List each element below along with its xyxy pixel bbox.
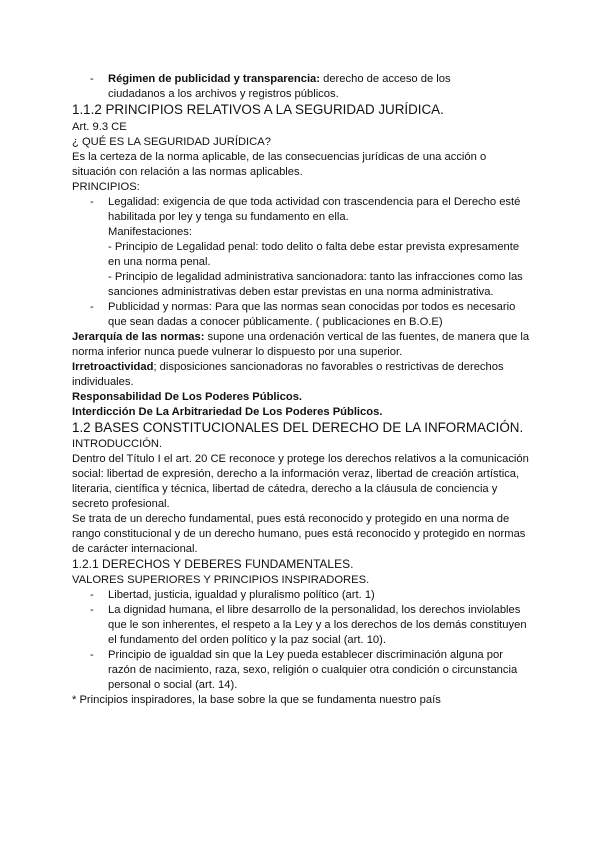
list-item-continuation: personal o social (art. 14). (108, 679, 238, 691)
term-definition: ; disposiciones sancionadoras no favorables o restrictivas de derechos (153, 361, 504, 373)
paragraph-line: secreto profesional. (72, 498, 170, 510)
question-heading: ¿ QUÉ ES LA SEGURIDAD JURÍDICA? (72, 136, 271, 148)
irretroactividad-paragraph (72, 360, 504, 374)
paragraph-line: de carácter internacional. (72, 543, 198, 555)
article-reference: Art. 9.3 CE (72, 121, 127, 133)
sub-item: - Principio de Legalidad penal: todo delito o falta debe estar prevista expresamente (108, 241, 520, 253)
list-item: Legalidad: exigencia de que toda actividad con trascendencia para el Derecho esté (108, 196, 521, 208)
list-bullet: - (90, 649, 94, 661)
list-bullet: - (90, 73, 94, 85)
paragraph-line: individuales. (72, 376, 134, 388)
list-item-continuation: que le son inherentes, el respeto a la Ley y a los derechos de los demás constituyen (108, 619, 527, 631)
list-item-continuation: ciudadanos a los archivos y registros públicos. (108, 88, 339, 100)
intro-label: INTRODUCCIÓN. (72, 438, 163, 450)
paragraph-line: situación con relación a las normas aplicables. (72, 166, 303, 178)
term: Jerarquía de las normas: (72, 331, 205, 343)
interdiccion-heading: Interdicción De La Arbitrariedad De Los Poderes Públicos. (72, 406, 383, 418)
term-definition: supone una ordenación vertical de las fuentes, de manera que la (204, 331, 530, 343)
list-bullet: - (90, 196, 94, 208)
paragraph-line: literaria, científica y técnica, libertad de cátedra, derecho a la cláusula de conciencia y (72, 483, 498, 495)
list-bullet: - (90, 301, 94, 313)
paragraph-line: Es la certeza de la norma aplicable, de las consecuencias jurídicas de una acción o (72, 151, 487, 163)
manifestaciones-label: Manifestaciones: (108, 226, 192, 238)
list-item (108, 72, 451, 86)
jerarquia-paragraph (72, 330, 529, 344)
paragraph-line: norma inferior nunca puede vulnerar lo dispuesto por una superior. (72, 346, 403, 358)
section-heading: 1.2 BASES CONSTITUCIONALES DEL DERECHO DE LA INFORMACIÓN. (72, 420, 524, 435)
list-item: Libertad, justicia, igualdad y pluralismo político (art. 1) (108, 589, 375, 601)
paragraph-line: Dentro del Título I el art. 20 CE reconoce y protege los derechos relativos a la comunicación (72, 453, 529, 465)
item-title: Régimen de publicidad y transparencia: (108, 73, 320, 85)
sub-item-continuation: sanciones administrativas deben estar previstas en una norma administrativa. (108, 286, 494, 298)
footnote: * Principios inspiradores, la base sobre la que se fundamenta nuestro país (72, 694, 441, 706)
term: Irretroactividad (72, 361, 154, 373)
subsection-heading: 1.2.1 DERECHOS Y DEBERES FUNDAMENTALES. (72, 557, 354, 571)
list-item: La dignidad humana, el libre desarrollo de la personalidad, los derechos inviolables (108, 604, 521, 616)
valores-label: VALORES SUPERIORES Y PRINCIPIOS INSPIRADORES. (72, 574, 370, 586)
list-bullet: - (90, 604, 94, 616)
principios-label: PRINCIPIOS: (72, 181, 140, 193)
list-item-continuation: que sean dadas a conocer públicamente. ( publicaciones en B.O.E) (108, 316, 443, 328)
list-item: Publicidad y normas: Para que las normas sean conocidas por todos es necesario (108, 301, 516, 313)
list-item-continuation: el fundamento del orden político y la paz social (art. 10). (108, 634, 386, 646)
list-item-continuation: razón de nacimiento, raza, sexo, religión o cualquier otra condición o circunstancia (108, 664, 518, 676)
paragraph-line: Se trata de un derecho fundamental, pues está reconocido y protegido en una norma de (72, 513, 510, 525)
list-item-continuation: habilitada por ley y tenga su fundamento en ella. (108, 211, 349, 223)
sub-item-continuation: en una norma penal. (108, 256, 211, 268)
section-heading: 1.1.2 PRINCIPIOS RELATIVOS A LA SEGURIDAD JURÍDICA. (72, 102, 444, 117)
list-item: Principio de igualdad sin que la Ley pueda establecer discriminación alguna por (108, 649, 503, 661)
item-text: derecho de acceso de los (320, 73, 451, 85)
responsabilidad-heading: Responsabilidad De Los Poderes Públicos. (72, 391, 303, 403)
paragraph-line: rango constitucional y de un derecho humano, pues está reconocido y protegido en normas (72, 528, 526, 540)
paragraph-line: social: libertad de expresión, derecho a la información veraz, libertad de creación artística, (72, 468, 520, 480)
sub-item: - Principio de legalidad administrativa sancionadora: tanto las infracciones como las (108, 271, 523, 283)
list-bullet: - (90, 589, 94, 601)
